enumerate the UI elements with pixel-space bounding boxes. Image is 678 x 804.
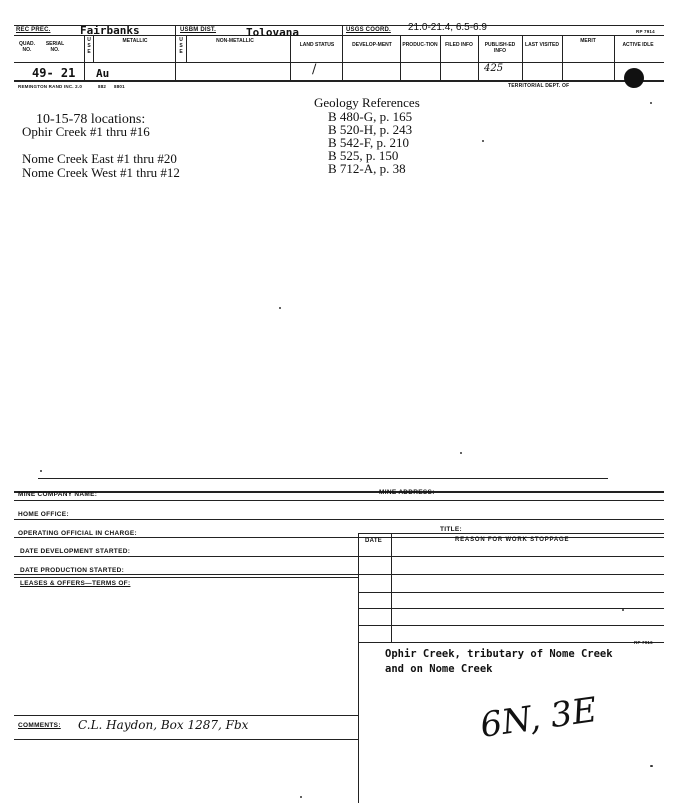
comments-top-rule — [14, 715, 359, 716]
scan-speck — [279, 307, 281, 309]
use-s: S — [87, 43, 91, 49]
reason-rule-1 — [358, 592, 664, 593]
divider-metallic — [84, 35, 85, 80]
date-development-label: DATE DEVELOPMENT STARTED: — [20, 548, 131, 555]
lower-rule-2 — [14, 500, 664, 501]
lower-rule-3 — [14, 519, 664, 520]
mine-address-label: MINE ADDRESS: — [379, 489, 435, 496]
mine-company-label: MINE COMPANY NAME: — [18, 491, 98, 498]
location-line-nome-east: Nome Creek East #1 thru #20 — [22, 151, 177, 166]
handwritten-coordinates: 6N, 3E — [477, 690, 600, 746]
date-production-label: DATE PRODUCTION STARTED: — [20, 567, 125, 574]
scan-speck — [622, 609, 624, 611]
use-u: U — [87, 37, 91, 43]
scan-speck — [482, 140, 484, 142]
scan-speck — [300, 796, 302, 798]
col-production: PRODUC-TION — [402, 42, 438, 48]
usbm-dist-value: Tolovana — [246, 26, 299, 39]
comments-value: C.L. Haydon, Box 1287, Fbx — [78, 718, 249, 732]
geology-ref-5: B 712-A, p. 38 — [328, 161, 406, 176]
reason-rule-4 — [358, 642, 664, 643]
reason-rule-2 — [358, 608, 664, 609]
quad-serial-value: 49- 21 — [32, 66, 76, 80]
lower-rule-6b — [14, 577, 359, 578]
scan-speck — [650, 765, 653, 767]
usgs-coord-label: USGS COORD. — [346, 27, 391, 33]
leases-label: LEASES & OFFERS—TERMS OF: — [20, 580, 131, 587]
col-quad-no: NO. — [22, 47, 32, 53]
header-rule-3 — [14, 62, 664, 63]
lower-rule-company — [14, 491, 664, 493]
form-number-2: RP 7916 — [634, 640, 653, 645]
col-quad: QUAD. — [18, 41, 36, 47]
scan-speck — [460, 452, 462, 454]
rec-prec-value: Fairbanks — [80, 24, 140, 37]
home-office-label: HOME OFFICE: — [18, 511, 69, 518]
land-status-value: / — [312, 62, 317, 77]
operating-official-label: OPERATING OFFICIAL IN CHARGE: — [18, 530, 137, 537]
col-land-status: LAND STATUS — [299, 42, 335, 48]
punch-hole — [624, 68, 644, 88]
location-line-nome-west: Nome Creek West #1 thru #12 — [22, 165, 180, 180]
col-active-idle: ACTIVE IDLE — [622, 42, 654, 48]
form-number: RP 7914 — [636, 29, 655, 34]
col-filed-info: FILED INFO — [445, 42, 473, 48]
territorial-label: TERRITORIAL DEPT. OF — [508, 83, 570, 89]
divider-active — [614, 35, 615, 80]
col-development: DEVELOP-MENT — [352, 42, 392, 48]
lower-top-rule — [38, 478, 608, 479]
use2-u: U — [179, 37, 183, 43]
usgs-coord-value: 21.0-21.4, 6.5-6.9 — [408, 22, 487, 33]
geology-ref-3: B 542-F, p. 210 — [328, 135, 409, 150]
col-non-metallic: NON-METALLIC — [216, 38, 254, 44]
usbm-dist-label: USBM DIST. — [180, 27, 217, 33]
col-merit: MERIT — [580, 38, 596, 44]
location-line-ophir: Ophir Creek #1 thru #16 — [22, 124, 150, 139]
reason-col-label: REASON FOR WORK STOPPAGE — [455, 537, 570, 543]
lower-rule-5 — [14, 556, 664, 557]
rec-prec-label: REC PREC. — [16, 27, 51, 33]
use-e: E — [87, 49, 91, 55]
divider-usgs — [342, 25, 343, 80]
col-serial: SERIAL — [45, 41, 65, 47]
locations-heading: 10-15-78 locations: — [36, 112, 146, 127]
location-description-2: and on Nome Creek — [385, 663, 493, 675]
metallic-value: Au — [96, 67, 110, 80]
scan-speck — [650, 102, 652, 104]
divider-use2 — [186, 35, 187, 62]
geology-ref-1: B 480-G, p. 165 — [328, 109, 413, 124]
lower-rule-6 — [14, 574, 664, 575]
printer-label: REMINGTON RAND INC. 2.0 — [18, 84, 83, 89]
geology-title: Geology References — [314, 95, 420, 110]
divider-usbm — [175, 25, 176, 80]
col-last-visited: LAST VISITED — [525, 42, 559, 48]
title-label: TITLE: — [440, 526, 463, 533]
reason-rule-3 — [358, 625, 664, 626]
col-metallic: METALLIC — [122, 38, 148, 44]
use2-e: E — [179, 49, 183, 55]
header-rule-4 — [14, 80, 664, 82]
printer-code-1: 882 — [98, 84, 107, 89]
lower-rule-title — [358, 533, 664, 534]
comments-bottom-rule — [14, 739, 359, 740]
divider-land — [290, 35, 291, 80]
comments-label: COMMENTS: — [18, 722, 61, 729]
col-published-info: PUBLISH-ED INFO — [484, 42, 516, 54]
date-col-label: DATE — [365, 538, 383, 544]
lower-center-divider — [358, 533, 359, 803]
geology-ref-2: B 520-H, p. 243 — [328, 122, 413, 137]
printer-code-2: 8801 — [114, 84, 125, 89]
geology-ref-4: B 525, p. 150 — [328, 148, 399, 163]
use2-s: S — [179, 43, 183, 49]
published-info-value: 425 — [484, 63, 504, 74]
location-description-1: Ophir Creek, tributary of Nome Creek — [385, 648, 613, 660]
scan-speck — [40, 470, 42, 472]
col-serial-no: NO. — [50, 47, 60, 53]
divider-use — [93, 35, 94, 62]
